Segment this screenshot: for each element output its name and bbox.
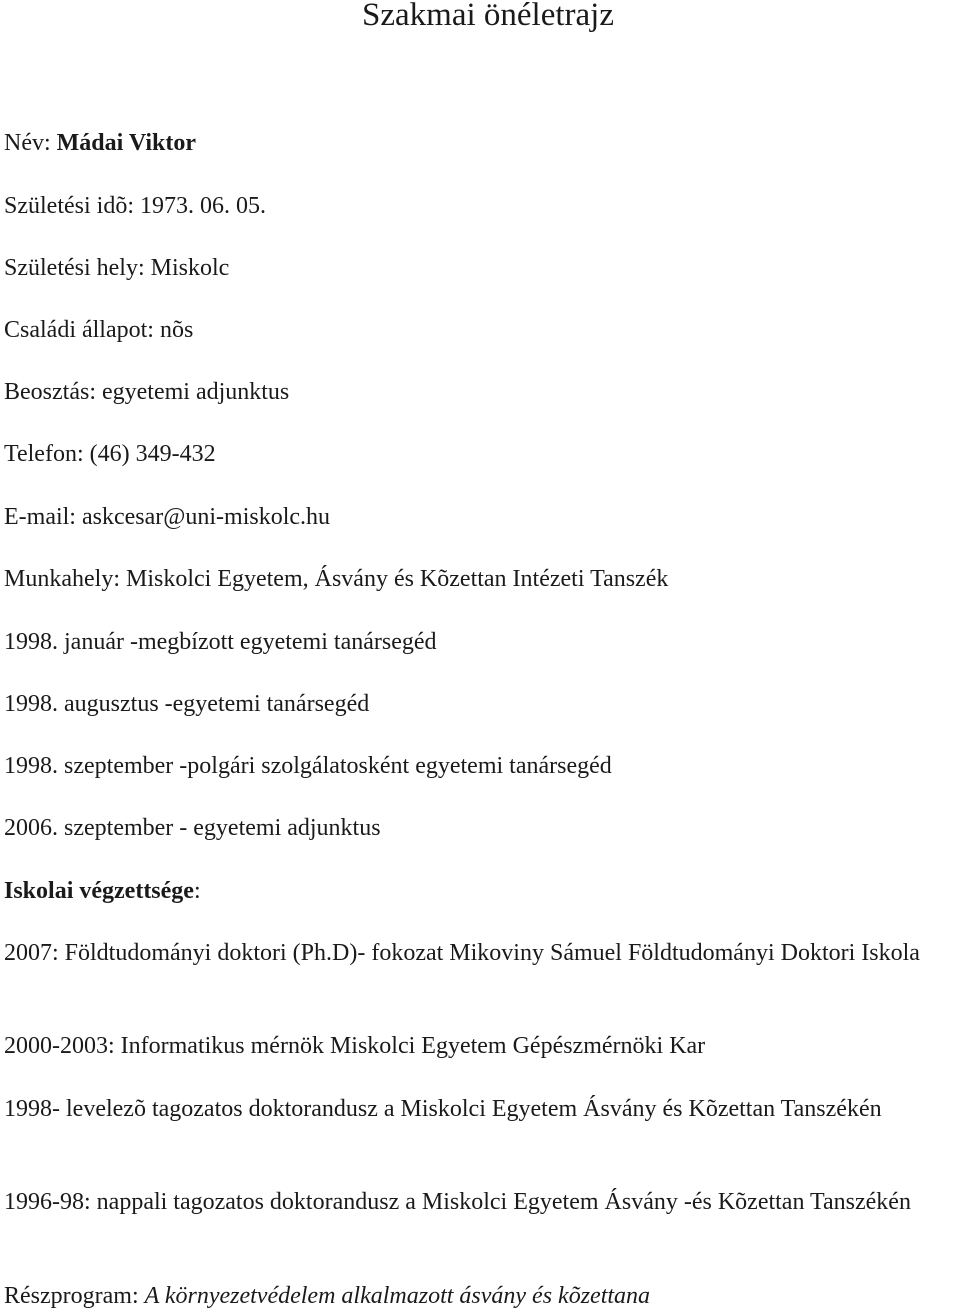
name-label: Név: bbox=[4, 130, 57, 156]
family-status-line: Családi állapot: nõs bbox=[4, 317, 194, 343]
workplace-line: Munkahely: Miskolci Egyetem, Ásvány és Kõzettan Intézeti Tanszék bbox=[4, 566, 669, 592]
education-heading bbox=[4, 876, 960, 907]
career-item: 1998. augusztus -egyetemi tanársegéd bbox=[4, 691, 370, 717]
education-item: 2000-2003: Informatikus mérnök Miskolci Egyetem Gépészmérnöki Kar bbox=[4, 1033, 706, 1059]
phone-line: Telefon: (46) 349-432 bbox=[4, 441, 216, 467]
birth-place-line: Születési hely: Miskolc bbox=[4, 255, 230, 281]
career-item: 2006. szeptember - egyetemi adjunktus bbox=[4, 815, 381, 841]
education-heading-colon: : bbox=[193, 878, 201, 904]
name-line bbox=[4, 128, 960, 159]
subprogram-value: A környezetvédelem alkalmazott ásvány és kõzettana bbox=[144, 1283, 651, 1309]
career-item: 1998. január -megbízott egyetemi tanársegéd bbox=[4, 629, 437, 655]
birth-date-line: Születési idõ: 1973. 06. 05. bbox=[4, 193, 266, 219]
education-item: 2007: Földtudományi doktori (Ph.D)- fokozat Mikoviny Sámuel Földtudományi Doktori Iskola bbox=[4, 940, 920, 966]
position-line: Beosztás: egyetemi adjunktus bbox=[4, 379, 290, 405]
career-item: 1998. szeptember -polgári szolgálatosként egyetemi tanársegéd bbox=[4, 753, 612, 779]
subprogram-label: Részprogram: bbox=[4, 1283, 145, 1309]
education-item: 1996-98: nappali tagozatos doktorandusz a Miskolci Egyetem Ásvány -és Kõzettan Tanszékén bbox=[4, 1189, 911, 1215]
education-item: 1998- levelezõ tagozatos doktorandusz a Miskolci Egyetem Ásvány és Kõzettan Tanszékén bbox=[4, 1096, 882, 1122]
education-heading-text: Iskolai végzettsége bbox=[4, 878, 194, 904]
name-value: Mádai Viktor bbox=[56, 130, 196, 156]
subprogram-line bbox=[4, 1281, 960, 1312]
email-line: E-mail: askcesar@uni-miskolc.hu bbox=[4, 504, 331, 530]
page-title: Szakmai önéletrajz bbox=[362, 0, 614, 33]
